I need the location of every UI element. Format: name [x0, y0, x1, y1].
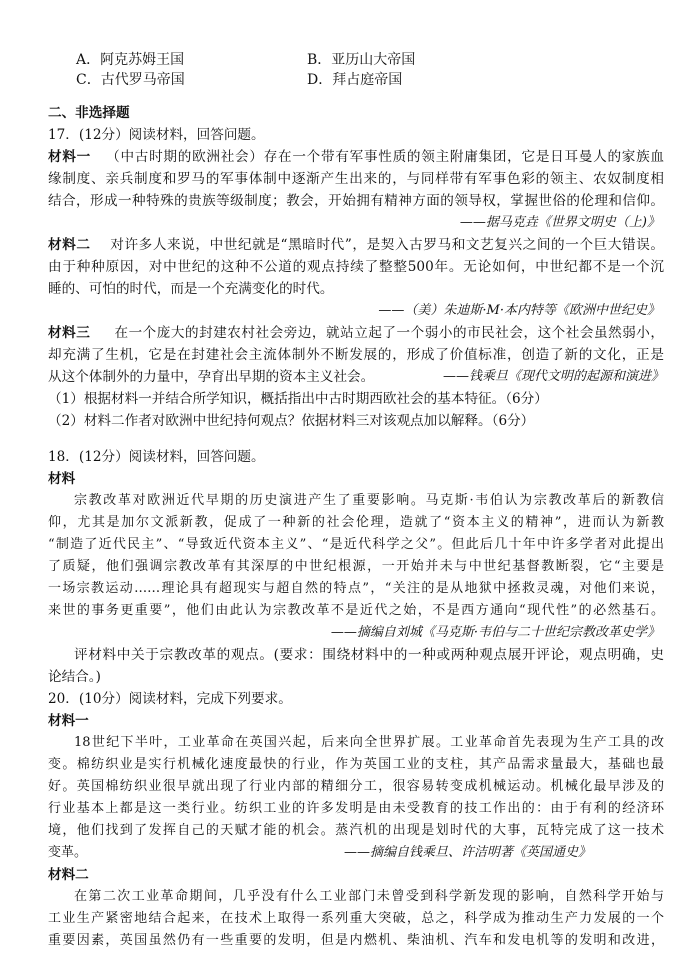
- text-span: （中古时期的欧洲社会）存在一个带有军事性质的领主附庸集团，它是日耳曼人的家族血: [106, 149, 664, 165]
- q18-header: 18．(12分）阅读材料，回答问题。: [48, 449, 265, 465]
- option-d: D．拜占庭帝国: [307, 72, 403, 88]
- material-label: 材料一: [48, 149, 91, 165]
- option-c: C．古代罗马帝国: [76, 72, 185, 88]
- q17-material1-source: ——据马克垚《世界文明史（上)》: [459, 215, 660, 230]
- option-b: B．亚历山大帝国: [307, 52, 416, 68]
- text-span: 从这个体制外的力量中，孕育出早期的资本主义社会。: [48, 369, 375, 385]
- text-span: 对许多人来说，中世纪就是“黑暗时代”，是契入古罗马和文艺复兴之间的一个巨大错误。: [110, 237, 664, 253]
- q20-m1-line3: 好。英国棉纺织业很早就出现了行业内部的精细分工，很容易转变成机械运动。机械化最早涉及的: [48, 779, 664, 794]
- q17-material3-line2: 却充满了生机，它是在封建社会主流体制外不断发展的，形成了价值标准，创造了新的文化，正是: [48, 347, 664, 363]
- q17-material3-line1: [48, 322, 664, 344]
- q20-m1-line4: 行业基本上都是这一类行业。纺织工业的许多发明是由未受教育的技工作出的：由于有利的经济环: [48, 801, 664, 816]
- q17-material1-line1: [48, 146, 664, 168]
- q20-material1-label: 材料一: [48, 713, 89, 729]
- text-span: 变革。: [48, 845, 88, 860]
- q20-m2-line1: 在第二次工业革命期间，几乎没有什么工业部门未曾受到科学新发现的影响，自然科学开始与: [74, 889, 664, 904]
- q20-material2-label: 材料二: [48, 867, 89, 883]
- q17-material2-line1: [48, 234, 664, 256]
- q17-material3-source: ——钱乘旦《现代文明的起源和演进》: [442, 369, 664, 384]
- q17-material1-line2: 缘制度、亲兵制度和罗马的军事体制中逐渐产生出来的，与同样带有军事色彩的领主、农奴制度相: [48, 171, 664, 187]
- q20-m1-line1: 18世纪下半叶，工业革命在英国兴起，后来向全世界扩展。工业革命首先表现为生产工具的改: [74, 735, 664, 750]
- q18-line6: 来世的事务更重要”，他们由此认为宗教改革不是近代之始，不是西方通向“现代性”的必然基石。: [48, 603, 664, 618]
- q20-m1-line2: 变。棉纺织业是实行机械化速度最快的行业，作为英国工业的支柱，其产品需求量最大，基础也最: [48, 757, 664, 772]
- section-title: 二、非选择题: [48, 105, 130, 121]
- q17-header: 17．(12分）阅读材料，回答问题。: [48, 127, 265, 143]
- q18-line2: 仰，尤其是加尔文派新教，促成了一种新的社会伦理，造就了“资本主义的精神”，进而认为新教: [48, 515, 664, 530]
- text-span: 在一个庞大的封建农村社会旁边，就站立起了一个弱小的市民社会，这个社会虽然弱小，: [114, 325, 664, 341]
- q18-task-line1: 评材料中关于宗教改革的观点。(要求：围绕材料中的一种或两种观点展开评论，观点明确，史: [74, 647, 664, 663]
- option-a: A．阿克苏姆王国: [76, 52, 185, 68]
- q20-m2-line2: 工业生产紧密地结合起来，在技术上取得一系列重大突破，总之，科学成为推动生产力发展的一个: [48, 911, 664, 926]
- q17-material1-line3: 结合，形成一种特殊的贵族等级制度；教会，开始拥有精神方面的领导权，掌握世俗的伦理和信仰。: [48, 193, 664, 209]
- material-label: 材料二: [48, 237, 91, 253]
- q20-m1-line6: [48, 842, 664, 864]
- q17-question2: （2）材料二作者对欧洲中世纪持何观点？依据材料三对该观点加以解释。（6分）: [48, 413, 535, 429]
- q18-line3: “制造了近代民主”、“导致近代资本主义”、“是近代科学之父”。但此后几十年中许多学者对此提出: [48, 537, 664, 552]
- q18-line1: 宗教改革对欧洲近代早期的历史演进产生了重要影响。马克斯·韦伯认为宗教改革后的新教信: [74, 493, 664, 508]
- q18-line4: 了质疑，他们强调宗教改革有其深厚的中世纪根源，一开始并未与中世纪基督教断裂，它“主要是: [48, 559, 664, 574]
- q18-task-line2: 论结合。): [48, 669, 101, 685]
- q18-source: ——摘编自刘城《马克斯·韦伯与二十世纪宗教改革史学》: [330, 625, 660, 640]
- q17-material3-line3: [48, 366, 664, 388]
- q17-material2-source: ——（美）朱迪斯·M·本内特等《欧洲中世纪史》: [378, 303, 660, 318]
- q20-material1-source: ——摘编自钱乘旦、许洁明著《英国通史》: [344, 845, 592, 860]
- q20-m2-line3: 重要因素，英国虽然仍有一些重要的发明，但是内燃机、柴油机、汽车和发电机等的发明和改进，: [48, 933, 664, 948]
- material-label: 材料三: [48, 325, 91, 341]
- q17-question1: （1）根据材料一并结合所学知识，概括指出中古时期西欧社会的基本特征。（6分）: [48, 391, 548, 407]
- q18-material-label: 材料: [48, 471, 76, 487]
- q17-material2-line2: 由于种种原因，对中世纪的这种不公道的观点持续了整整500年。无论如何，中世纪都不是一个沉: [48, 259, 664, 275]
- q18-line5: 一场宗教运动……理论具有超现实与超自然的特点”，“关注的是从地狱中拯救灵魂，对他们来说，: [48, 581, 664, 596]
- q17-material2-line3: 睡的、可怕的时代，而是一个充满变化的时代。: [48, 281, 334, 297]
- q20-m1-line5: 境，他们找到了发挥自己的天赋才能的机会。蒸汽机的出现是划时代的大事，瓦特完成了这一技术: [48, 823, 664, 838]
- q20-header: 20．(10分）阅读材料，完成下列要求。: [48, 691, 292, 707]
